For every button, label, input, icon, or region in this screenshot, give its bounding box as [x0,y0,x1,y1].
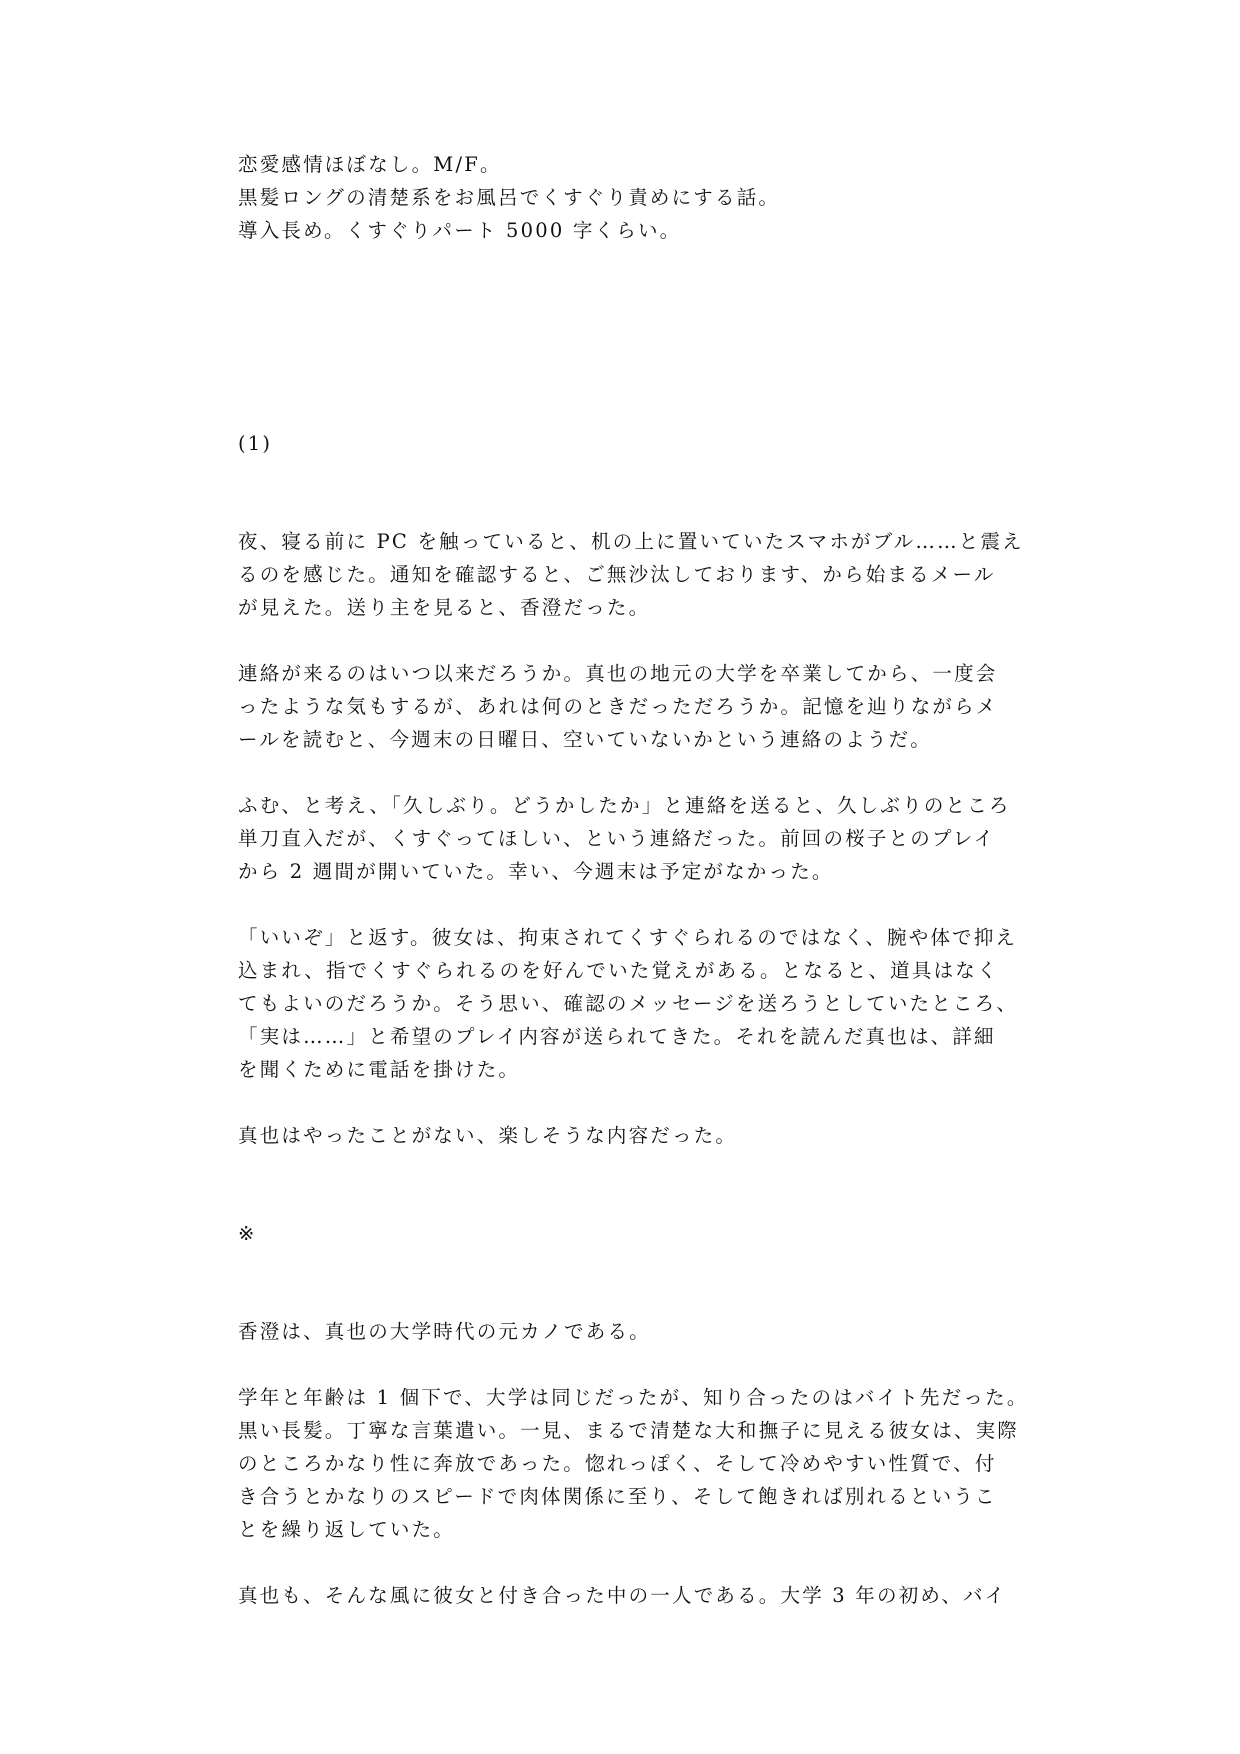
paragraph [238,657,1002,756]
paragraph-line: ったような気もするが、あれは何のときだっただろうか。記憶を辿りながらメ [238,695,998,718]
spacer [238,624,1002,657]
intro-line: 恋愛感情ほぼなし。M/F。 [238,153,502,176]
spacer [238,1250,1002,1315]
paragraph-line: が見えた。送り主を見ると、香澄だった。 [238,596,651,619]
intro-block [238,148,1002,247]
paragraph [238,1381,1029,1546]
spacer [238,247,1002,427]
intro-line: 黒髪ロングの清楚系をお風呂でくすぐり責めにする話。 [238,186,781,209]
paragraph [238,1579,1007,1612]
paragraph-line: 真也はやったことがない、楽しそうな内容だった。 [238,1124,738,1147]
paragraph-line: を聞くために電話を掛けた。 [238,1058,521,1081]
spacer [238,460,1002,525]
paragraph-line: てもよいのだろうか。そう思い、確認のメッセージを送ろうとしていたところ、 [238,992,1019,1015]
separator-mark: ※ [238,1222,257,1245]
paragraph-line: ふむ、と考え、「久しぶり。どうかしたか」と連絡を送ると、久しぶりのところ [238,794,1011,817]
paragraph [238,1119,1002,1152]
paragraph-line: 真也も、そんな風に彼女と付き合った中の一人である。大学 3 年の初め、バイ [238,1584,1007,1607]
scene-separator [238,1217,1002,1250]
paragraph-line: 学年と年齢は 1 個下で、大学は同じだったが、知り合ったのはバイト先だった。 [238,1386,1029,1409]
paragraph-line: とを繰り返していた。 [238,1518,456,1541]
paragraph-line: 黒い長髪。丁寧な言葉遣い。一見、まるで清楚な大和撫子に見える彼女は、実際 [238,1419,1020,1442]
paragraph-line: き合うとかなりのスピードで肉体関係に至り、そして飽きれば別れるというこ [238,1485,997,1508]
paragraph-line: から 2 週間が開いていた。幸い、今週末は予定がなかった。 [238,860,834,883]
paragraph [238,1315,1002,1348]
paragraph [238,789,1011,888]
spacer [238,888,1002,921]
paragraph-line: 「実は……」と希望のプレイ内容が送られてきた。それを読んだ真也は、詳細 [238,1025,996,1048]
paragraph-line: 単刀直入だが、くすぐってほしい、という連絡だった。前回の桜子とのプレイ [238,827,996,850]
paragraph-line: のところかなり性に奔放であった。惚れっぽく、そして冷めやすい性質で、付 [238,1452,997,1475]
spacer [238,1152,1002,1217]
paragraph [238,525,1024,624]
paragraph-line: るのを感じた。通知を確認すると、ご無沙汰しております、から始まるメール [238,563,996,586]
paragraph-line: 込まれ、指でくすぐられるのを好んでいた覚えがある。となると、道具はなく [238,959,999,982]
paragraph-line: 「いいぞ」と返す。彼女は、拘束されてくすぐられるのではなく、腕や体で抑え [238,926,1018,949]
section-heading [238,427,1002,460]
spacer [238,1086,1002,1119]
spacer [238,756,1002,789]
paragraph [238,921,1019,1086]
intro-line: 導入長め。くすぐりパート 5000 字くらい。 [238,219,682,242]
paragraph-line: 夜、寝る前に PC を触っていると、机の上に置いていたスマホがブル……と震え [238,530,1024,553]
spacer [238,1348,1002,1381]
section-number: (1) [238,432,273,455]
paragraph-line: 香澄は、真也の大学時代の元カノである。 [238,1320,651,1343]
paragraph-line: ールを読むと、今週末の日曜日、空いていないかという連絡のようだ。 [238,728,933,751]
document-page [238,148,1029,1612]
paragraph-line: 連絡が来るのはいつ以来だろうか。真也の地元の大学を卒業してから、一度会 [238,662,998,685]
spacer [238,1546,1002,1579]
